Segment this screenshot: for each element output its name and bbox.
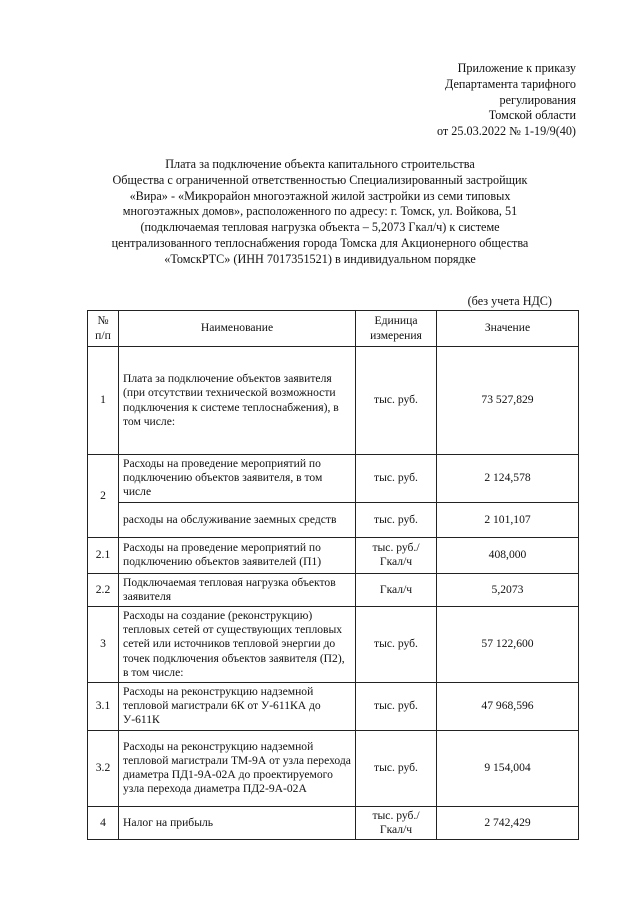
row-name: расходы на обслуживание заемных средств <box>119 502 356 537</box>
title-line: централизованного теплоснабжения города Томска для Акционерного общества <box>111 235 529 250</box>
row-value: 73 527,829 <box>437 347 579 455</box>
row-name: Плата за подключение объектов заявителя (при отсутствии технической возможности подключения к системе теплоснабжения), в том числе: <box>119 347 356 455</box>
header-unit: Единица измерения <box>356 311 437 347</box>
table-row <box>88 455 579 503</box>
row-unit: тыс. руб. <box>356 347 437 455</box>
row-num: 2.1 <box>88 537 119 573</box>
table-row <box>88 502 579 537</box>
row-name: Расходы на проведение мероприятий по подключению объектов заявителей (П1) <box>119 537 356 573</box>
row-value: 2 742,429 <box>437 806 579 839</box>
header-num: № п/п <box>88 311 119 347</box>
row-unit: тыс. руб./ Гкал/ч <box>356 537 437 573</box>
header-line: Приложение к приказу <box>457 61 576 75</box>
row-value: 2 124,578 <box>437 455 579 503</box>
row-unit: Гкал/ч <box>356 573 437 606</box>
row-name: Расходы на проведение мероприятий по подключению объектов заявителя, в том числе <box>119 455 356 503</box>
row-num: 3.1 <box>88 683 119 731</box>
table-row <box>88 537 579 573</box>
row-name: Расходы на реконструкцию надземной тепловой магистрали ТМ-9А от узла перехода диаметра ПД1-9А-02А до проектируемого узла перехода диаметра ПД2-9А-02А <box>119 730 356 806</box>
row-value: 9 154,004 <box>437 730 579 806</box>
table-row <box>88 806 579 839</box>
title-line: «Вира» - «Микрорайон многоэтажной жилой застройки из семи типовых <box>129 188 511 203</box>
table-header-row <box>88 311 579 347</box>
row-num: 2.2 <box>88 573 119 606</box>
title-line: Плата за подключение объекта капитального строительства <box>165 157 475 171</box>
row-value: 5,2073 <box>437 573 579 606</box>
row-unit: тыс. руб. <box>356 730 437 806</box>
row-name: Налог на прибыль <box>119 806 356 839</box>
header-value: Значение <box>437 311 579 347</box>
row-num: 3.2 <box>88 730 119 806</box>
title-line: (подключаемая тепловая нагрузка объекта – 5,2073 Гкал/ч) к системе <box>140 220 500 235</box>
row-num: 1 <box>88 347 119 455</box>
row-unit: тыс. руб./ Гкал/ч <box>356 806 437 839</box>
title-line: многоэтажных домов», расположенного по адресу: г. Томск, ул. Войкова, 51 <box>122 204 518 219</box>
header-line: регулирования <box>499 92 576 107</box>
row-num: 4 <box>88 806 119 839</box>
row-value: 57 122,600 <box>437 607 579 683</box>
row-num: 3 <box>88 607 119 683</box>
table-row <box>88 573 579 606</box>
row-num: 2 <box>88 455 119 538</box>
title-line: Общества с ограниченной ответственностью Специализированный застройщик <box>112 172 528 187</box>
header-name: Наименование <box>119 311 356 347</box>
title-line: «ТомскРТС» (ИНН 7017351521) в индивидуальном порядке <box>164 251 476 266</box>
document-title <box>80 157 560 268</box>
row-unit: тыс. руб. <box>356 607 437 683</box>
table-row <box>88 730 579 806</box>
row-value: 2 101,107 <box>437 502 579 537</box>
row-name: Расходы на реконструкцию надземной тепловой магистрали 6К от У-611КА до У-611К <box>119 683 356 731</box>
row-value: 47 968,596 <box>437 683 579 731</box>
row-name: Расходы на создание (реконструкцию) тепловых сетей от существующих тепловых сетей или источников тепловой энергии до точек подключения объектов заявителя (П2), в том числе: <box>119 607 356 683</box>
row-unit: тыс. руб. <box>356 683 437 731</box>
header-line: от 25.03.2022 № 1-19/9(40) <box>437 124 576 139</box>
fee-table <box>87 310 579 840</box>
row-unit: тыс. руб. <box>356 455 437 503</box>
document-header <box>437 61 576 140</box>
row-name: Подключаемая тепловая нагрузка объектов заявителя <box>119 573 356 606</box>
table-row <box>88 683 579 731</box>
vat-note: (без учета НДС) <box>467 294 552 308</box>
table-row <box>88 607 579 683</box>
header-line: Департамента тарифного <box>445 76 576 91</box>
row-unit: тыс. руб. <box>356 502 437 537</box>
header-line: Томской области <box>488 108 576 123</box>
row-value: 408,000 <box>437 537 579 573</box>
table-row <box>88 347 579 455</box>
